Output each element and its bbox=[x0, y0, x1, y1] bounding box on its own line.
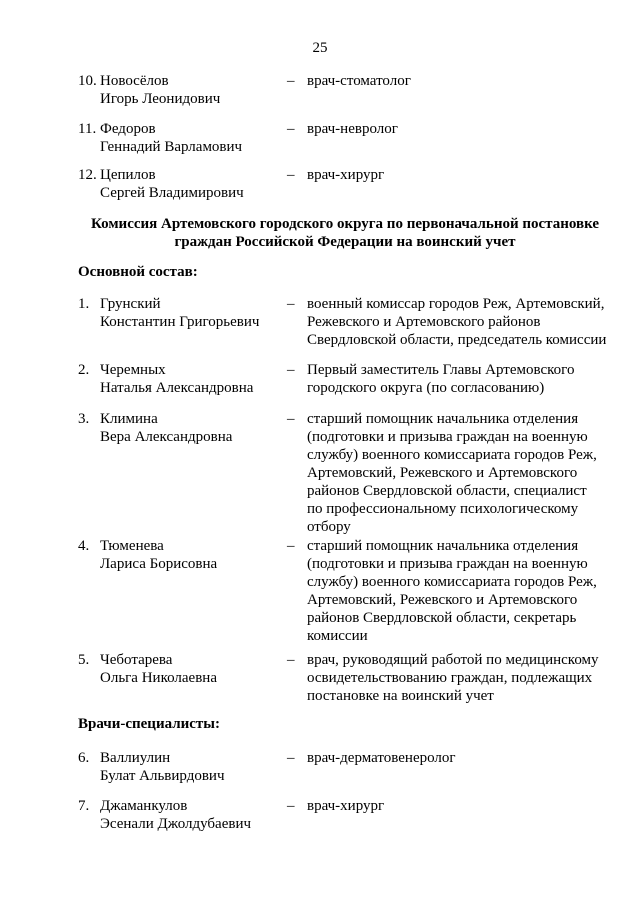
person-name-line: Черемных bbox=[100, 362, 166, 378]
person-name-line: Эсенали Джолдубаевич bbox=[100, 816, 252, 832]
person-role bbox=[307, 410, 618, 536]
person-name-line: Вера Александровна bbox=[100, 429, 233, 445]
person-role bbox=[307, 72, 618, 90]
page-number: 25 bbox=[312, 40, 328, 56]
dash-separator: – bbox=[287, 538, 295, 554]
person-name-line: Константин Григорьевич bbox=[100, 314, 260, 330]
person-name-line: Джаманкулов bbox=[100, 798, 188, 814]
item-number: 12. bbox=[78, 167, 97, 183]
person-role bbox=[307, 295, 618, 349]
person-name bbox=[100, 361, 290, 397]
person-name-line: Федоров bbox=[100, 121, 156, 137]
person-name bbox=[100, 651, 290, 687]
item-number: 10. bbox=[78, 73, 97, 89]
person-name-line: Новосёлов bbox=[100, 73, 169, 89]
item-number: 4. bbox=[78, 538, 90, 554]
person-name-line: Валлиулин bbox=[100, 750, 171, 766]
person-role-line: службу) военного комиссариата городов Реж, bbox=[307, 574, 597, 590]
person-role-line: районов Свердловской области, секретарь bbox=[307, 610, 577, 626]
person-role-line: военный комиссар городов Реж, Артемовский, bbox=[307, 296, 605, 312]
item-number: 1. bbox=[78, 296, 90, 312]
person-name-line: Грунский bbox=[100, 296, 161, 312]
person-name-line: Ольга Николаевна bbox=[100, 670, 217, 686]
person-role-line: (подготовки и призыва граждан на военную bbox=[307, 429, 588, 445]
person-role bbox=[307, 120, 618, 138]
person-name-line: Лариса Борисовна bbox=[100, 556, 218, 572]
person-role-line: отбору bbox=[307, 519, 351, 535]
main-composition-heading: Основной состав: bbox=[78, 264, 198, 280]
person-role bbox=[307, 749, 618, 767]
item-number: 11. bbox=[78, 121, 97, 137]
person-role bbox=[307, 166, 618, 184]
person-role-line: по профессиональному психологическому bbox=[307, 501, 579, 517]
specialists-heading: Врачи-специалисты: bbox=[78, 716, 221, 732]
person-role-line: Первый заместитель Главы Артемовского bbox=[307, 362, 575, 378]
item-number: 3. bbox=[78, 411, 90, 427]
person-role-line: службу) военного комиссариата городов Реж, bbox=[307, 447, 597, 463]
item-number: 2. bbox=[78, 362, 90, 378]
person-role-line: Свердловской области, председатель комиссии bbox=[307, 332, 607, 348]
commission-title-line: Комиссия Артемовского городского округа по первоначальной постановке bbox=[90, 216, 600, 232]
person-name-line: Наталья Александровна bbox=[100, 380, 254, 396]
dash-separator: – bbox=[287, 362, 295, 378]
person-name-line: Климина bbox=[100, 411, 158, 427]
dash-separator: – bbox=[287, 750, 295, 766]
person-role-line: городского округа (по согласованию) bbox=[307, 380, 545, 396]
person-role-line: врач, руководящий работой по медицинскому bbox=[307, 652, 599, 668]
dash-separator: – bbox=[287, 798, 295, 814]
dash-separator: – bbox=[287, 121, 295, 137]
person-name-line: Чеботарева bbox=[100, 652, 173, 668]
person-name bbox=[100, 410, 290, 446]
person-role bbox=[307, 361, 618, 397]
person-role bbox=[307, 537, 618, 645]
person-role-line: Артемовский, Режевского и Артемовского bbox=[307, 592, 578, 608]
person-name-line: Булат Альвирдович bbox=[100, 768, 225, 784]
item-number: 5. bbox=[78, 652, 90, 668]
dash-separator: – bbox=[287, 296, 295, 312]
dash-separator: – bbox=[287, 411, 295, 427]
item-number: 7. bbox=[78, 798, 90, 814]
person-role bbox=[307, 651, 618, 705]
person-name-line: Игорь Леонидович bbox=[100, 91, 221, 107]
person-name bbox=[100, 295, 290, 331]
person-role-line: врач-хирург bbox=[307, 167, 385, 183]
person-role-line: врач-хирург bbox=[307, 798, 385, 814]
dash-separator: – bbox=[287, 73, 295, 89]
person-role-line: Режевского и Артемовского районов bbox=[307, 314, 541, 330]
person-role-line: врач-невролог bbox=[307, 121, 398, 137]
person-role-line: старший помощник начальника отделения bbox=[307, 411, 579, 427]
person-name bbox=[100, 120, 290, 156]
person-role bbox=[307, 797, 618, 815]
dash-separator: – bbox=[287, 167, 295, 183]
person-name-line: Цепилов bbox=[100, 167, 156, 183]
dash-separator: – bbox=[287, 652, 295, 668]
person-role-line: врач-стоматолог bbox=[307, 73, 411, 89]
commission-title-line: граждан Российской Федерации на воинский учет bbox=[174, 234, 516, 250]
person-role-line: комиссии bbox=[307, 628, 368, 644]
person-name-line: Сергей Владимирович bbox=[100, 185, 244, 201]
person-role-line: освидетельствованию граждан, подлежащих bbox=[307, 670, 593, 686]
person-name bbox=[100, 72, 290, 108]
commission-title bbox=[78, 215, 612, 251]
person-role-line: (подготовки и призыва граждан на военную bbox=[307, 556, 588, 572]
person-role-line: врач-дерматовенеролог bbox=[307, 750, 456, 766]
item-number: 6. bbox=[78, 750, 90, 766]
person-name-line: Тюменева bbox=[100, 538, 164, 554]
person-role-line: Артемовский, Режевского и Артемовского bbox=[307, 465, 578, 481]
person-role-line: старший помощник начальника отделения bbox=[307, 538, 579, 554]
person-name bbox=[100, 537, 290, 573]
person-name bbox=[100, 166, 290, 202]
person-role-line: районов Свердловской области, специалист bbox=[307, 483, 587, 499]
person-name bbox=[100, 749, 290, 785]
person-role-line: постановке на воинский учет bbox=[307, 688, 494, 704]
person-name bbox=[100, 797, 290, 833]
person-name-line: Геннадий Варламович bbox=[100, 139, 243, 155]
